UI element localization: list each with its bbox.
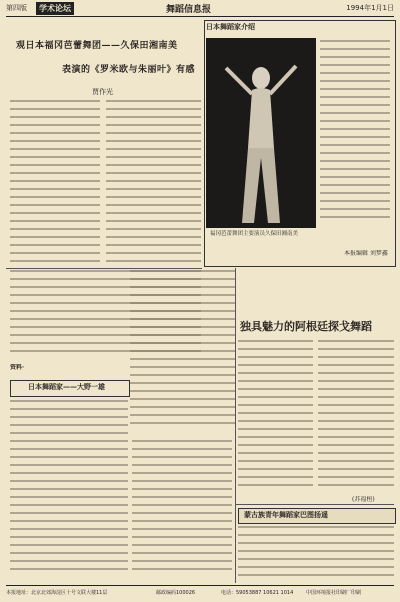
tango-body-col2 (318, 340, 394, 490)
page-footer (6, 585, 394, 598)
ohno-body-col2 (132, 440, 232, 580)
profile-title: 日本舞蹈家介绍 (206, 23, 255, 31)
data-label: 资料· (10, 364, 25, 371)
mongol-body (238, 526, 394, 581)
footer-printer: 中国环境报社印刷厂印刷 (306, 590, 362, 596)
issue-date: 1994年1月1日 (346, 4, 394, 12)
profile-credit: 本报编辑 刘梦鑫 (344, 250, 388, 257)
column-divider (235, 268, 236, 583)
dancer-figure-image (206, 38, 316, 228)
tango-article-title: 独具魅力的阿根廷探戈舞蹈 (240, 320, 372, 333)
dancer-photo (206, 38, 316, 228)
divider (236, 504, 394, 505)
section-label: 学术论坛 (36, 2, 74, 15)
footer-phone: 电话：59053887 10621 1014 (221, 590, 294, 596)
article-body-col1 (10, 100, 100, 270)
article-title-line1: 观日本福冈芭蕾舞团——久保田湘南美 (16, 41, 178, 51)
article-author: 贾作光 (92, 88, 113, 96)
footer-address: 本报地址：北京北郊海淀区十号文联大楼11层 (6, 590, 108, 596)
tango-body-col1 (238, 340, 313, 490)
article1-continued (130, 270, 235, 430)
ohno-body-col1 (10, 400, 128, 580)
newspaper-name: 舞蹈信息报 (166, 5, 212, 15)
masthead (6, 2, 394, 17)
photo-caption: 福冈芭蕾舞团主要演员久保田湘南美 (210, 231, 299, 237)
ohno-article-title: 日本舞蹈家——大野一雄 (28, 383, 105, 391)
profile-body (320, 40, 390, 230)
tango-source: (苏福桓) (352, 496, 375, 503)
page-number: 第四版 (6, 4, 27, 12)
mongol-article-title: 蒙古族青年舞蹈家巴图扬遥 (244, 511, 328, 519)
article-body-col2 (106, 100, 201, 270)
divider (6, 268, 202, 269)
footer-post: 邮政编码100026 (156, 590, 196, 596)
article-title-line2: 表演的《罗米欧与朱丽叶》有感 (62, 65, 196, 75)
